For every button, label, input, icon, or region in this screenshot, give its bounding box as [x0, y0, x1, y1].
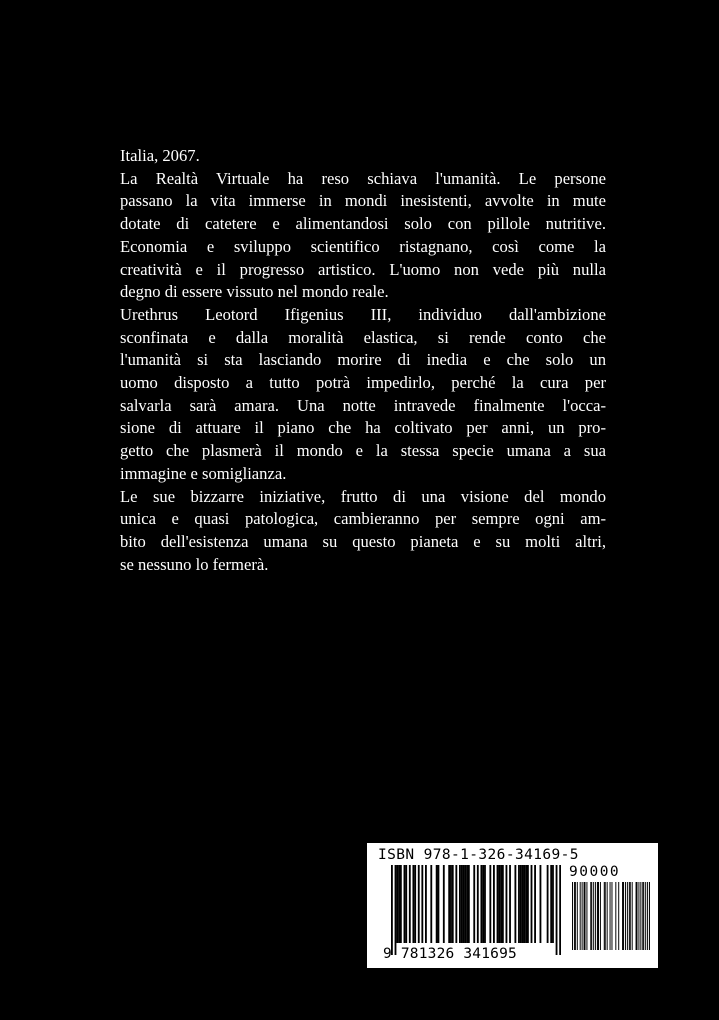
barcode-bar: [611, 882, 612, 950]
blurb-line: Urethrus Leotord Ifigenius III, individuo dall'ambizione: [120, 304, 606, 324]
barcode-bar: [550, 865, 552, 943]
barcode-bar: [461, 865, 463, 943]
barcode-bar: [438, 865, 440, 943]
barcode-bar: [398, 865, 400, 943]
barcode-bar: [523, 865, 525, 943]
barcode-bar: [593, 882, 594, 950]
barcode-bar: [597, 882, 598, 950]
barcode-bar: [443, 865, 445, 943]
ean-barcode-bars: [391, 865, 561, 955]
barcode-bar: [391, 865, 393, 955]
barcode-bar: [518, 865, 520, 943]
barcode-bar: [577, 882, 578, 950]
barcode-bar: [484, 865, 486, 943]
ean-digits: 9 781326 341695: [383, 946, 517, 962]
barcode-bar: [636, 882, 637, 950]
barcode-bar: [522, 865, 524, 943]
barcode-bar: [418, 865, 420, 943]
barcode-bar: [629, 882, 630, 950]
barcode-bar: [605, 882, 606, 950]
blurb-line: dotate di catetere e alimentandosi solo con pillole nutritive.: [120, 214, 606, 234]
isbn-label: ISBN 978-1-326-34169-5: [378, 847, 579, 863]
blurb-line: Economia e sviluppo scientifico ristagnano, così come la: [120, 236, 606, 256]
barcode-bar: [514, 865, 516, 943]
barcode-bar: [493, 865, 495, 943]
barcode-bar: [466, 865, 468, 943]
barcode-bar: [395, 865, 397, 955]
blurb-line: Italia, 2067.: [120, 146, 200, 165]
barcode-bar: [637, 882, 638, 950]
barcode-bar: [586, 882, 587, 950]
barcode-bar: [547, 865, 549, 943]
barcode-bar: [595, 882, 596, 950]
barcode-bar: [638, 882, 639, 950]
barcode-bar: [450, 865, 452, 943]
barcode-bar: [625, 882, 626, 950]
barcode-bar: [585, 882, 586, 950]
barcode-bar: [590, 882, 591, 950]
barcode-bar: [497, 865, 499, 943]
blurb-line: sconfinata e dalla moralità elastica, si rende conto che: [120, 327, 606, 347]
barcode-bar: [404, 865, 406, 943]
barcode-bar: [604, 882, 605, 950]
barcode-bar: [464, 865, 466, 943]
barcode-bar: [525, 865, 527, 943]
barcode-bar: [468, 865, 470, 943]
barcode-bar: [452, 865, 454, 943]
barcode-bar: [582, 882, 583, 950]
isbn-barcode: [367, 843, 658, 968]
barcode-bar: [559, 865, 561, 955]
barcode-bar: [463, 865, 465, 943]
barcode-bar: [459, 865, 461, 943]
blurb-line: immagine e somiglianza.: [120, 463, 287, 483]
barcode-bar: [414, 865, 416, 943]
blurb-line: degno di essere vissuto nel mondo reale.: [120, 282, 389, 302]
barcode-bar: [396, 865, 398, 943]
barcode-bar: [552, 865, 554, 943]
barcode-bar: [520, 865, 522, 943]
blurb-line: passano la vita immerse in mondi inesistenti, avvolte in mute: [120, 191, 606, 211]
barcode-bar: [482, 865, 484, 943]
barcode-bar: [580, 882, 581, 950]
barcode-bar: [409, 865, 411, 943]
barcode-bar: [425, 865, 427, 943]
barcode-bar: [647, 882, 648, 950]
barcode-bar: [436, 865, 438, 943]
blurb-line: uomo disposto a tutto potrà impedirlo, perché la cura per: [120, 373, 606, 393]
blurb-line: creatività e il progresso artistico. L'uomo non vede più nulla: [120, 259, 606, 279]
barcode-bar: [575, 882, 576, 950]
barcode-bar: [618, 882, 619, 950]
barcode-bar: [598, 882, 599, 950]
barcode-bar: [498, 865, 500, 943]
blurb-line: getto che plasmerà il mondo e la stessa specie umana a sua: [120, 441, 606, 461]
barcode-bar: [405, 865, 407, 943]
barcode-bar: [640, 882, 641, 950]
barcode-bar: [540, 865, 542, 943]
blurb-line: Le sue bizzarre iniziative, frutto di una visione del mondo: [120, 486, 606, 506]
barcode-bar: [421, 865, 423, 943]
barcode-bar: [506, 865, 508, 943]
barcode-bar: [473, 865, 475, 943]
barcode-bar: [412, 865, 414, 943]
blurb-line: se nessuno lo fermerà.: [120, 554, 269, 574]
barcode-bar: [527, 865, 529, 943]
barcode-bar: [591, 882, 592, 950]
blurb-line: La Realtà Virtuale ha reso schiava l'umanità. Le persone: [120, 168, 606, 188]
barcode-bar: [509, 865, 511, 943]
price-code: 90000: [569, 864, 621, 880]
barcode-bar: [480, 865, 482, 943]
barcode-bar: [649, 882, 650, 950]
barcode-bar: [574, 882, 575, 950]
blurb-line: sione di attuare il piano che ha coltivato per anni, un pro-: [120, 418, 606, 438]
barcode-bar: [643, 882, 644, 950]
blurb-line: bito dell'esistenza umana su questo pianeta e su molti altri,: [120, 531, 606, 551]
blurb-line: unica e quasi patologica, cambieranno per sempre ogni am-: [120, 509, 606, 529]
addon-barcode-bars: [572, 882, 650, 950]
barcode-bar: [630, 882, 631, 950]
barcode-bar: [502, 865, 504, 943]
barcode-bar: [455, 865, 457, 943]
barcode-bar: [600, 882, 601, 950]
barcode-bar: [430, 865, 432, 943]
barcode-bar: [632, 882, 633, 950]
barcode-bar: [477, 865, 479, 943]
blurb-line: l'umanità si sta lasciando morire di inedia e che solo un: [120, 350, 606, 370]
blurb-line: salvarla sarà amara. Una notte intravede finalmente l'occa-: [120, 395, 606, 415]
barcode-bar: [448, 865, 450, 943]
barcode-bar: [623, 882, 624, 950]
barcode-bar: [531, 865, 533, 943]
barcode-bar: [610, 882, 611, 950]
barcode-bar: [572, 882, 573, 950]
barcode-bar: [500, 865, 502, 943]
barcode-bar: [627, 882, 628, 950]
barcode-bar: [607, 882, 608, 950]
barcode-bar: [400, 865, 402, 943]
barcode-bar: [489, 865, 491, 943]
barcode-bar: [622, 882, 623, 950]
barcode-bar: [645, 882, 646, 950]
barcode-bar: [642, 882, 643, 950]
back-cover-blurb: [120, 145, 606, 576]
barcode-bar: [534, 865, 536, 943]
barcode-bar: [584, 882, 585, 950]
barcode-bar: [556, 865, 558, 955]
barcode-bar: [615, 882, 616, 950]
